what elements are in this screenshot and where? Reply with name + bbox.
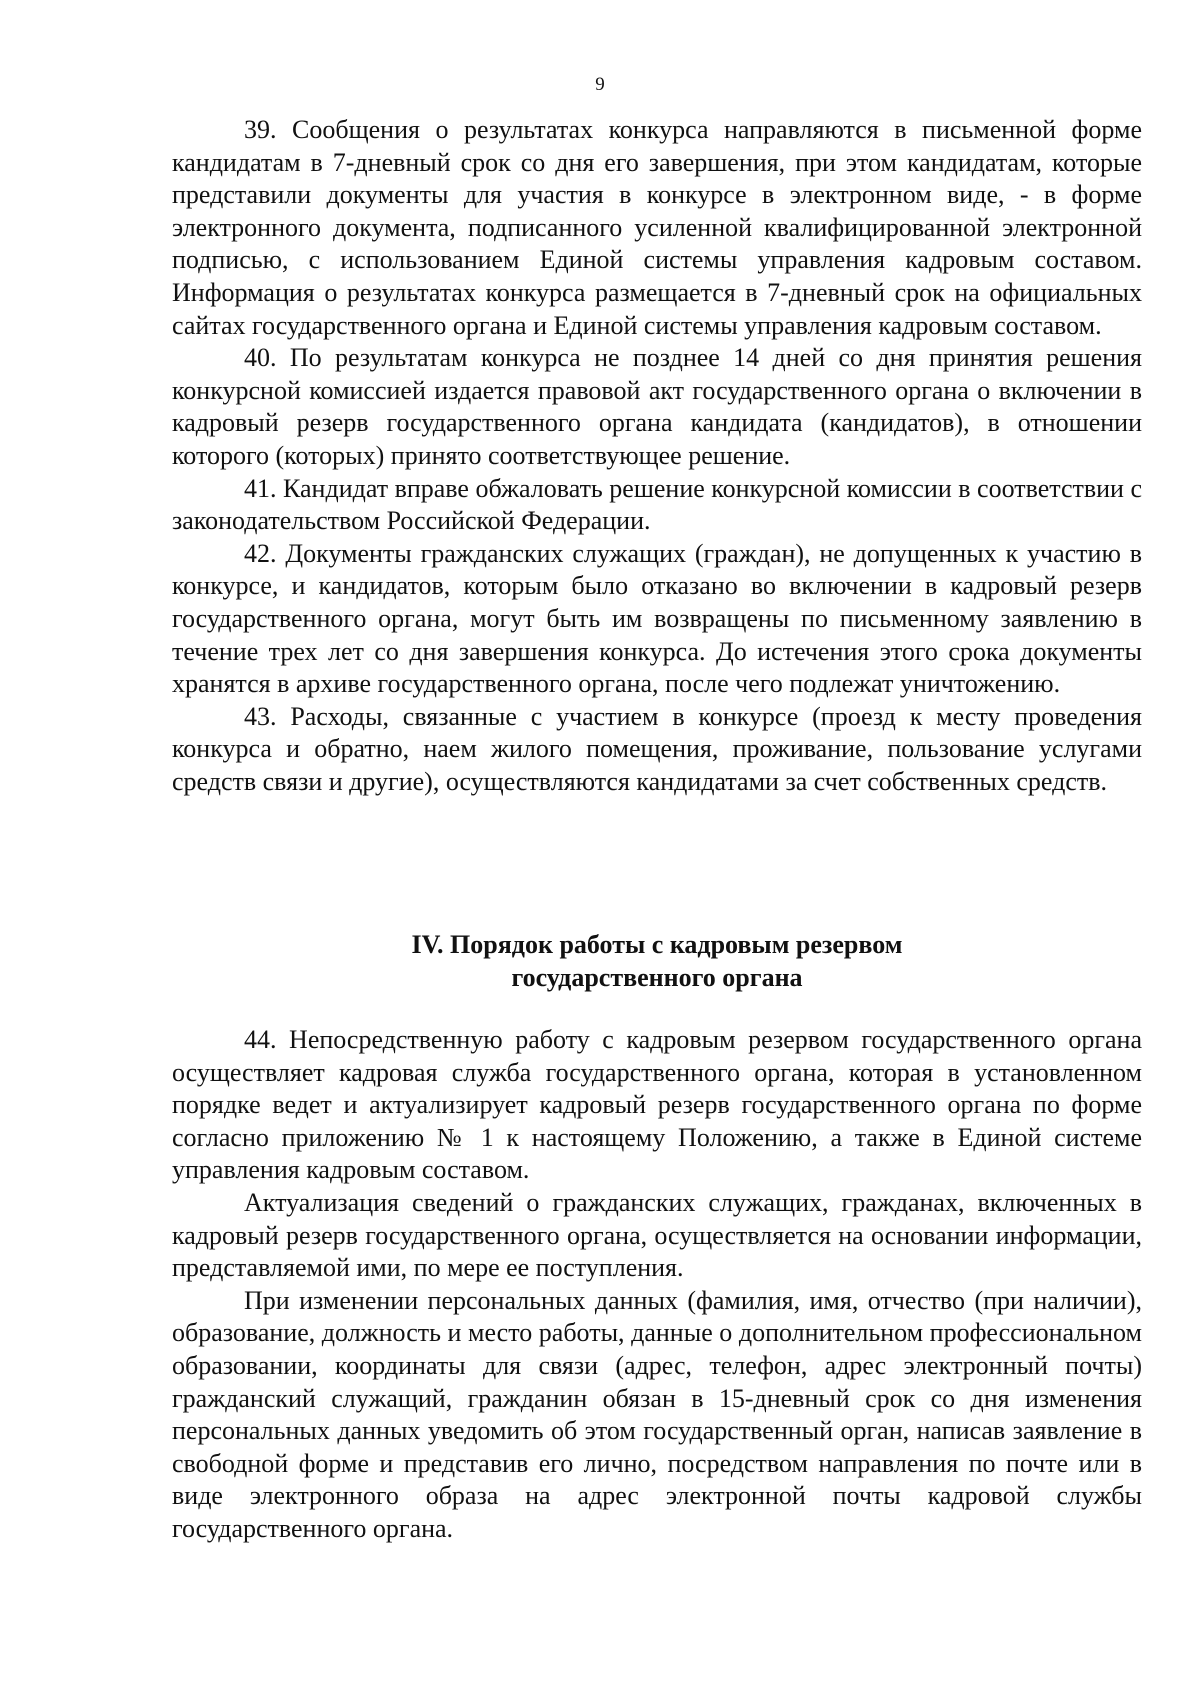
section-heading [172, 928, 1142, 994]
paragraph-42: 42. Документы гражданских служащих (граждан), не допущенных к участию в конкурсе, и кандидатов, которым было отказано во включении в кадровый резерв государственного органа, могут быть им возвращены по письменному заявлению в течение трех лет со дня завершения конкурса. До истечения этого срока документы хранятся в архиве государственного органа, после чего подлежат уничтожению. [172, 538, 1142, 699]
top-text-block [172, 114, 1142, 798]
page-number: 9 [595, 74, 605, 95]
paragraph-39: 39. Сообщения о результатах конкурса направляются в письменной форме кандидатам в 7-дневный срок со дня его завершения, при этом кандидатам, которые представили документы для участия в конкурсе в электронном виде, - в форме электронного документа, подписанного усиленной квалифицированной электронной подписью, с использованием Единой системы управления кадровым составом. Информация о результатах конкурса размещается в 7-дневный срок на официальных сайтах государственного органа и Единой системы управления кадровым составом. [172, 115, 1142, 340]
paragraph-40: 40. По результатам конкурса не позднее 14 дней со дня принятия решения конкурсной комиссией издается правовой акт государственного органа о включении в кадровый резерв государственного органа кандидата (кандидатов), в отношении которого (которых) принято соответствующее решение. [172, 343, 1142, 470]
paragraph-actualization: Актуализация сведений о гражданских служащих, гражданах, включенных в кадровый резерв государственного органа, осуществляется на основании информации, представляемой ими, по мере ее поступления. [172, 1187, 1142, 1283]
paragraph-43: 43. Расходы, связанные с участием в конкурсе (проезд к месту проведения конкурса и обратно, наем жилого помещения, проживание, пользование услугами средств связи и другие), осуществляются кандидатами за счет собственных средств. [172, 701, 1142, 796]
section-heading-line-2: государственного органа [511, 963, 803, 992]
paragraph-41: 41. Кандидат вправе обжаловать решение конкурсной комиссии в соответствии с законодательством Российской Федерации. [172, 473, 1142, 536]
paragraph-personal-data-change: При изменении персональных данных (фамилия, имя, отчество (при наличии), образование, должность и место работы, данные о дополнительном профессиональном образовании, координаты для связи (адрес, телефон, адрес электронный почты) гражданский служащий, гражданин обязан в 15-дневный срок со дня изменения персональных данных уведомить об этом государственный орган, написав заявление в свободной форме и представив его лично, посредством направления по почте или в виде электронного образа на адрес электронной почты кадровой службы государственного органа. [172, 1285, 1142, 1543]
bottom-text-block [172, 1024, 1142, 1546]
section-heading-line-1: IV. Порядок работы с кадровым резервом [411, 930, 903, 959]
paragraph-44: 44. Непосредственную работу с кадровым резервом государственного органа осуществляет кадровая служба государственного органа, которая в установленном порядке ведет и актуализирует кадровый резерв государственного органа по форме согласно приложению № 1 к настоящему Положению, а также в Единой системе управления кадровым составом. [172, 1025, 1142, 1185]
